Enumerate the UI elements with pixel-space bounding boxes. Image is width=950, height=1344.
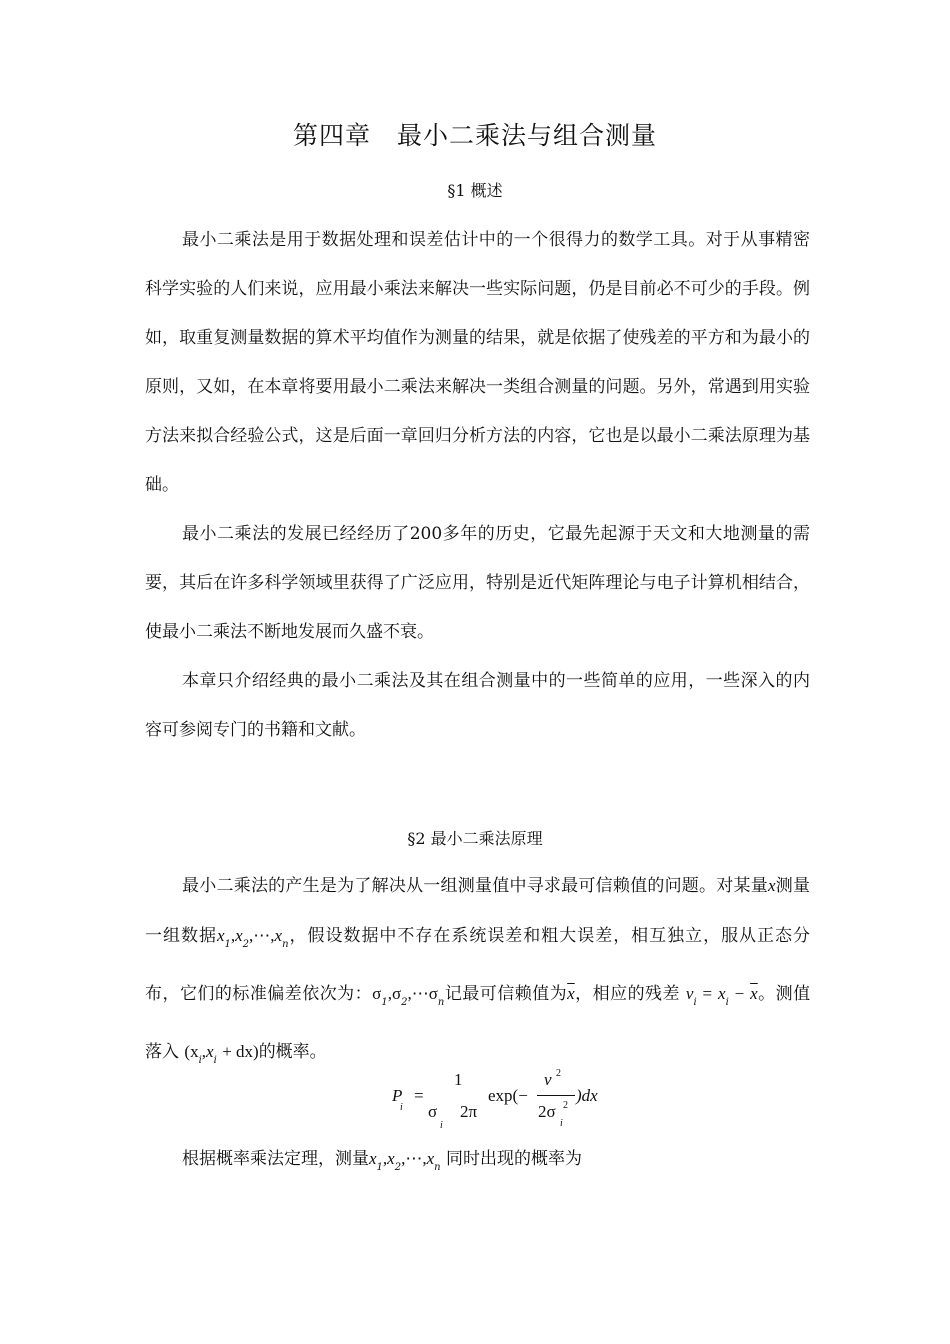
overview-paragraph-3: 本章只介绍经典的最小二乘法及其在组合测量中的一些简单的应用，一些深入的内容可参阅专门的书籍和文献。	[145, 671, 810, 740]
overview-paragraph-1: 最小二乘法是用于数据处理和误差估计中的一个很得力的数学工具。对于从事精密科学实验的人们来说，应用最小乘法来解决一些实际问题，仍是目前必不可少的手段。例如，取重复测量数据的算术平均值作为测量的结果，就是依据了使残差的平方和为最小的原则，又如，在本章将要用最小二乘法来解决一类组合测量的问题。另外，常遇到用实验方法来拟合经验公式，这是后面一章回归分析方法的内容，它也是以最小二乘法原理为基础。	[145, 230, 810, 495]
probability-formula: P i = 1 σ i 2π exp(− v 2 2σ 2 i )dx	[392, 1068, 598, 1131]
chapter-title: 第四章 最小二乘法与组合测量	[292, 121, 657, 150]
principle-paragraph-1: 最小二乘法的产生是为了解决从一组测量值中寻求最可信赖值的问题。对某量x测量一组数据$x_1,x_2,\cdots,x_n$，假设数据中不存在系统误差和粗大误差，相互独立，服从正态分布，它们的标准偏差依次为：$\sigma_1,\sigma_2,\cdots\sigma_n$记最可信赖值为$\overline{x}$，相应的残差 $v_i = x_i - \overline{x}$。测值落入 $(x_i,x_i + dx)$的概率。	[145, 876, 811, 1066]
overview-paragraph-2: 最小二乘法的发展已经经历了200多年的历史，它最先起源于天文和大地测量的需要，其后在许多科学领域里获得了广泛应用，特别是近代矩阵理论与电子计算机相结合，使最小二乘法不断地发展而久盛不衰。	[145, 524, 810, 642]
section-title-overview: §1 概述	[447, 181, 503, 200]
principle-paragraph-2: 根据概率乘法定理，测量$x_1,x_2,\cdots,x_n$ 同时出现的概率为	[182, 1149, 582, 1173]
fraction-bar	[537, 1095, 575, 1096]
section-title-principle: §2 最小二乘法原理	[407, 829, 543, 848]
